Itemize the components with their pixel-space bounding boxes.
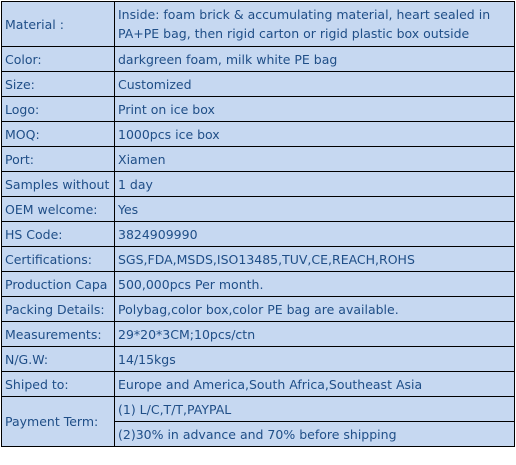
spec-row-production-capacity: [2, 272, 515, 297]
spec-value: 3824909990: [115, 222, 515, 247]
spec-label: Production Capa: [2, 272, 115, 297]
spec-value: 500,000pcs Per month.: [115, 272, 515, 297]
spec-row-port: [2, 147, 515, 172]
spec-value: Customized: [115, 72, 515, 97]
spec-label: Color:: [2, 47, 115, 72]
spec-value: (1) L/C,T/T,PAYPAL: [115, 397, 515, 422]
spec-label: Packing Details:: [2, 297, 115, 322]
spec-row-shipped-to: [2, 372, 515, 397]
spec-row-hs-code: [2, 222, 515, 247]
spec-row-moq: [2, 122, 515, 147]
spec-value: Xiamen: [115, 147, 515, 172]
spec-value: Print on ice box: [115, 97, 515, 122]
spec-label: MOQ:: [2, 122, 115, 147]
spec-value: Inside: foam brick & accumulating material, heart sealed in PA+PE bag, then rigid carton or rigid plastic box outside: [115, 2, 515, 47]
spec-row-packing-details: [2, 297, 515, 322]
spec-value: Yes: [115, 197, 515, 222]
spec-table-body: [2, 2, 515, 447]
spec-value: 1 day: [115, 172, 515, 197]
spec-row-samples: [2, 172, 515, 197]
spec-value: Polybag,color box,color PE bag are available.: [115, 297, 515, 322]
spec-row-color: [2, 47, 515, 72]
spec-label: Logo:: [2, 97, 115, 122]
spec-label: Payment Term:: [2, 397, 115, 447]
spec-row-measurements: [2, 322, 515, 347]
spec-row-oem: [2, 197, 515, 222]
spec-label: Samples without: [2, 172, 115, 197]
spec-row-weight: [2, 347, 515, 372]
spec-value: 1000pcs ice box: [115, 122, 515, 147]
spec-row-payment-term: [2, 397, 515, 422]
product-spec-table: [1, 1, 515, 447]
spec-label: N/G.W:: [2, 347, 115, 372]
spec-label: OEM welcome:: [2, 197, 115, 222]
spec-value: 14/15kgs: [115, 347, 515, 372]
spec-label: Size:: [2, 72, 115, 97]
spec-value: (2)30% in advance and 70% before shipping: [115, 422, 515, 447]
spec-row-material: [2, 2, 515, 47]
spec-label: Measurements:: [2, 322, 115, 347]
spec-label: Port:: [2, 147, 115, 172]
spec-value: darkgreen foam, milk white PE bag: [115, 47, 515, 72]
spec-label: Shiped to:: [2, 372, 115, 397]
spec-label: Material :: [2, 2, 115, 47]
spec-row-size: [2, 72, 515, 97]
spec-value: Europe and America,South Africa,Southeast Asia: [115, 372, 515, 397]
spec-row-logo: [2, 97, 515, 122]
spec-label: HS Code:: [2, 222, 115, 247]
spec-row-certifications: [2, 247, 515, 272]
spec-value: 29*20*3CM;10pcs/ctn: [115, 322, 515, 347]
spec-label: Certifications:: [2, 247, 115, 272]
spec-value: SGS,FDA,MSDS,ISO13485,TUV,CE,REACH,ROHS: [115, 247, 515, 272]
